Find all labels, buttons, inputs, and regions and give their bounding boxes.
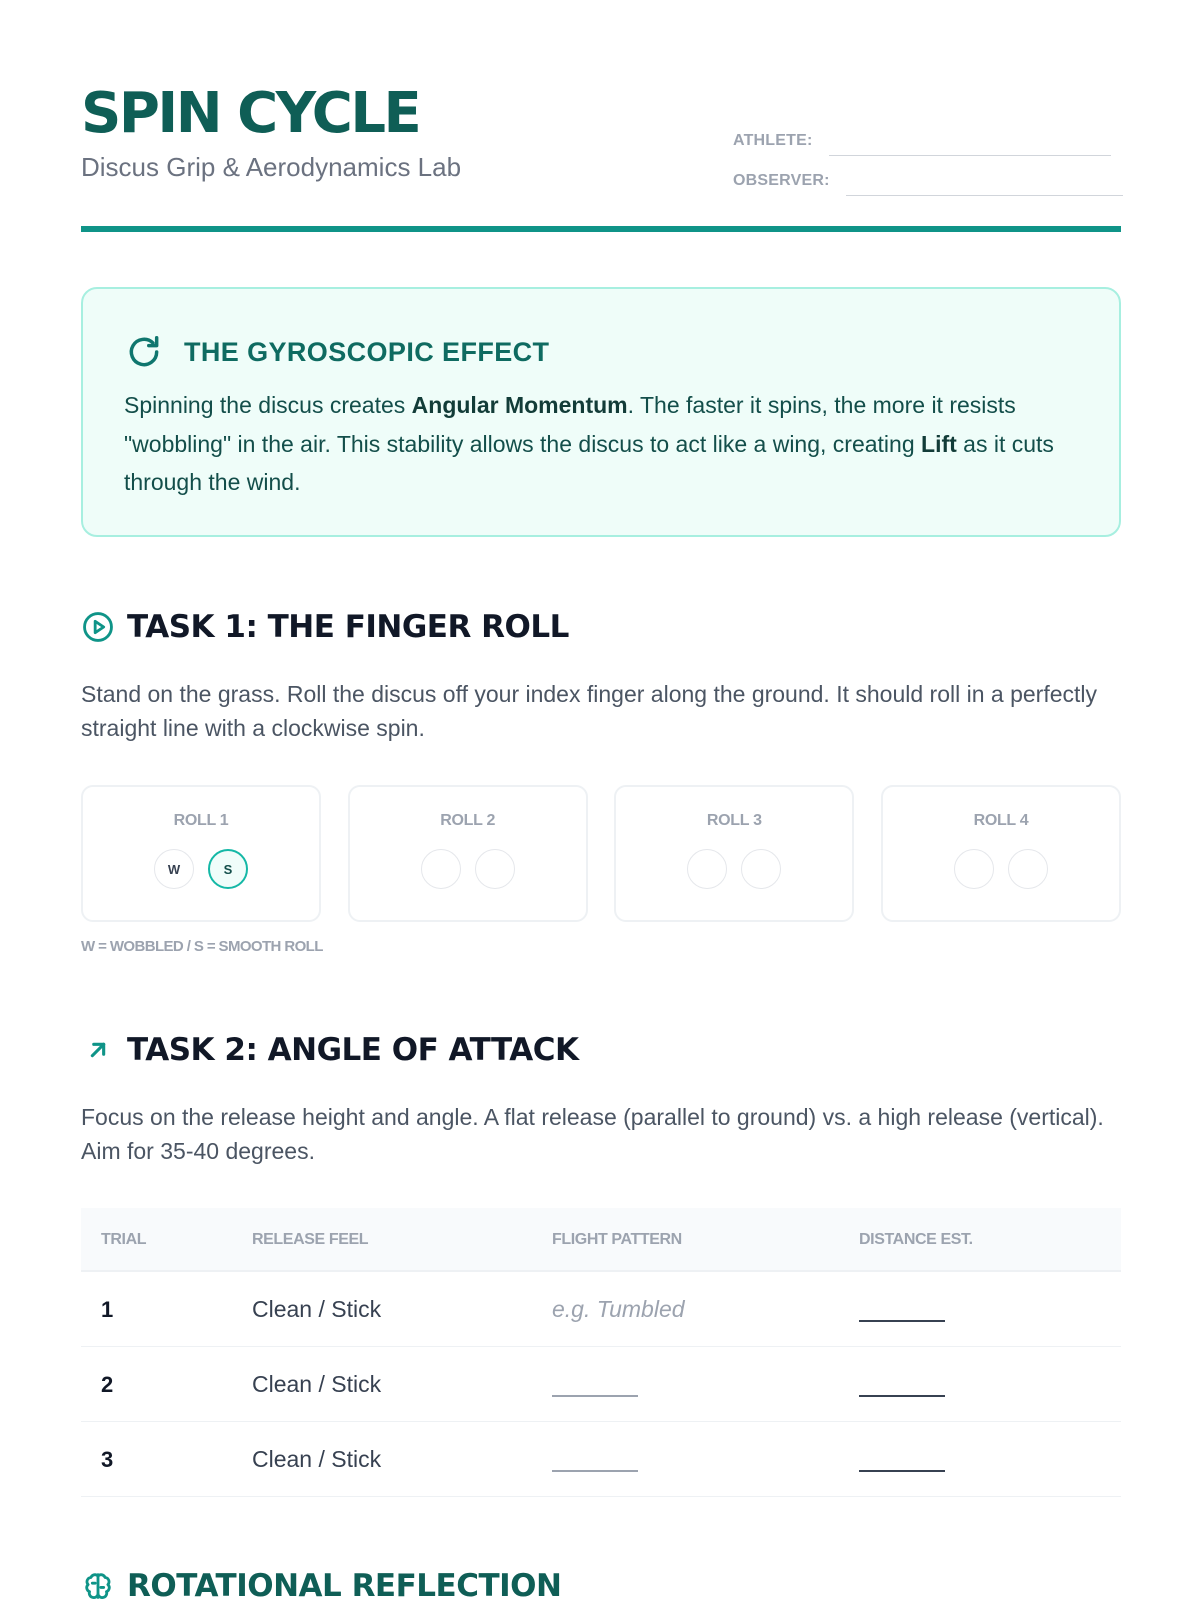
column-header: RELEASE FEEL (252, 1231, 369, 1248)
task2-heading (81, 1030, 579, 1070)
task2-description: Focus on the release height and angle. A flat release (parallel to ground) vs. a high release (vertical). Aim for 35-40 degrees. (81, 1104, 1104, 1164)
arrow-up-right-icon (81, 1033, 115, 1067)
page-subtitle: Discus Grip & Aerodynamics Lab (81, 152, 462, 182)
athlete-label: ATHLETE: (733, 132, 813, 149)
task1-heading (81, 607, 569, 647)
worksheet (81, 0, 1121, 1600)
task1-description: Stand on the grass. Roll the discus off your index finger along the ground. It should roll in a perfectly straight line with a clockwise spin. (81, 681, 1098, 741)
task3-heading (81, 1566, 561, 1600)
header-divider (81, 226, 1121, 232)
table-row (81, 1422, 1121, 1497)
wobbled-choice[interactable]: W (154, 849, 194, 889)
smooth-choice[interactable] (1008, 849, 1048, 889)
trial-number: 1 (101, 1297, 114, 1322)
brain-icon (81, 1569, 115, 1600)
lift-term: Lift (921, 430, 957, 457)
roll-legend: W = WOBBLED / S = SMOOTH ROLL (81, 938, 323, 955)
roll-label: ROLL 4 (973, 812, 1029, 829)
distance-field[interactable] (859, 1347, 945, 1422)
smooth-choice[interactable] (475, 849, 515, 889)
column-header: TRIAL (101, 1231, 147, 1248)
blank-line (859, 1381, 945, 1397)
table-header (81, 1208, 1121, 1272)
roll-label: ROLL 3 (706, 812, 762, 829)
roll-card-3 (614, 785, 854, 922)
flight-pattern-field[interactable] (552, 1347, 638, 1422)
distance-field[interactable] (859, 1272, 945, 1347)
athlete-row (733, 116, 1123, 156)
callout-text: Spinning the discus creates Angular Momentum. The faster it spins, the more it resists "wobbling" in the air. This stability allows the discus to act like a wing, creating Lift as it cuts through the wind. (124, 392, 1054, 495)
task1-title: TASK 1: THE FINGER ROLL (127, 609, 569, 645)
table-row (81, 1272, 1121, 1347)
smooth-choice[interactable]: S (208, 849, 248, 889)
gyroscopic-callout (81, 287, 1121, 537)
wobbled-choice[interactable] (421, 849, 461, 889)
callout-title: THE GYROSCOPIC EFFECT (184, 337, 550, 367)
page-title: SPIN CYCLE (81, 81, 420, 146)
trial-table (81, 1208, 1121, 1497)
trial-number: 2 (101, 1372, 114, 1397)
flight-pattern-field[interactable] (552, 1422, 638, 1497)
roll-label: ROLL 1 (173, 812, 229, 829)
meta-fields (733, 116, 1123, 196)
roll-card-1 (81, 785, 321, 922)
blank-line (859, 1306, 945, 1322)
release-feel[interactable]: Clean / Stick (252, 1371, 382, 1397)
angular-momentum-term: Angular Momentum (411, 392, 628, 418)
header (81, 0, 1121, 234)
flight-pattern-field[interactable]: e.g. Tumbled (552, 1296, 685, 1322)
blank-line (552, 1456, 638, 1472)
trial-number: 3 (101, 1447, 114, 1472)
task3-title: ROTATIONAL REFLECTION (127, 1568, 562, 1600)
athlete-field[interactable] (829, 128, 1111, 156)
blank-line (552, 1381, 638, 1397)
blank-line (859, 1456, 945, 1472)
observer-label: OBSERVER: (733, 172, 830, 189)
roll-label: ROLL 2 (440, 812, 496, 829)
play-circle-icon (81, 610, 115, 644)
observer-row (733, 156, 1123, 196)
smooth-choice[interactable] (741, 849, 781, 889)
wobbled-choice[interactable] (954, 849, 994, 889)
task2-title: TASK 2: ANGLE OF ATTACK (127, 1032, 579, 1068)
table-row (81, 1347, 1121, 1422)
release-feel[interactable]: Clean / Stick (252, 1296, 382, 1322)
column-header: DISTANCE EST. (859, 1231, 973, 1248)
observer-field[interactable] (846, 168, 1123, 196)
column-header: FLIGHT PATTERN (552, 1231, 682, 1248)
roll-card-4 (881, 785, 1121, 922)
rotate-icon (125, 333, 163, 371)
wobbled-choice[interactable] (687, 849, 727, 889)
roll-cards (81, 785, 1121, 922)
distance-field[interactable] (859, 1422, 945, 1497)
release-feel[interactable]: Clean / Stick (252, 1446, 382, 1472)
roll-card-2 (348, 785, 588, 922)
